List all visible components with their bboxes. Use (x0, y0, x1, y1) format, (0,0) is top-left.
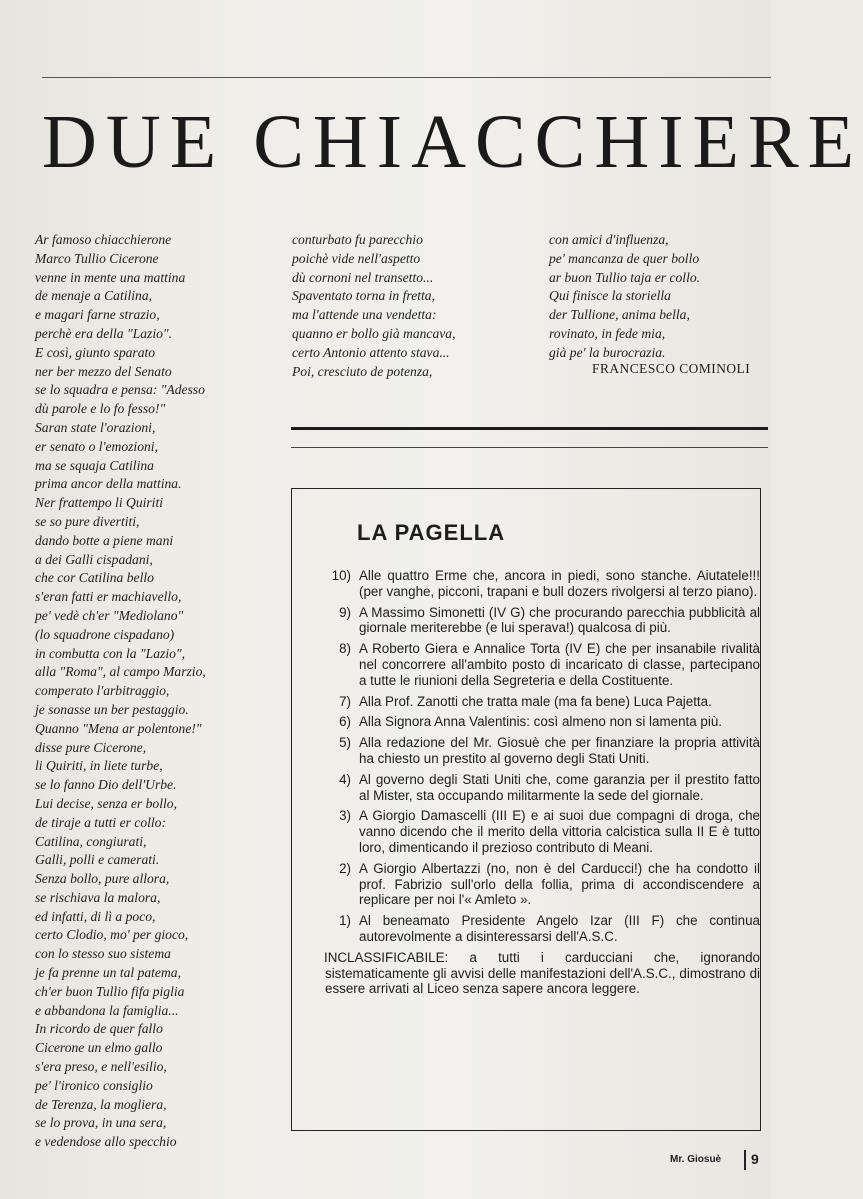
pagella-entry (300, 772, 760, 804)
section-rule-thin (291, 447, 768, 448)
poem-line: poichè vide nell'aspetto (292, 250, 421, 266)
pagella-entry-number: 8) (339, 641, 351, 657)
page-title: DUE CHIACCHIERE (42, 100, 863, 184)
poem-line: e abbandona la famiglia... (35, 1002, 179, 1018)
poem-line: Lui decise, senza er bollo, (35, 795, 177, 811)
poem-line: je fa prenne un tal patema, (35, 965, 181, 981)
poem-line: e magari farne strazio, (35, 307, 160, 323)
pagella-entry (300, 694, 760, 710)
pagella-entry-text: Alle quattro Erme che, ancora in piedi, sono stanche. Aiutatele!!! (per vanghe, picconi, trapani e bull dozers rivolgersi al terzo piano). (359, 568, 760, 599)
pagella-entry-number: 4) (339, 771, 351, 787)
poem-line: ma se squaja Catilina (35, 457, 154, 473)
poem-line: Qui finisce la storiella (549, 288, 671, 304)
poem-line: Saran state l'orazioni, (35, 419, 156, 435)
poem-line: de menaje a Catilina, (35, 288, 153, 304)
poem-line: pe' mancanza de quer bollo (549, 250, 700, 266)
poem-line: s'era preso, e nell'esilio, (35, 1059, 167, 1075)
pagella-entry-text: Al governo degli Stati Uniti che, come garanzia per il prestito fatto al Mister, sta occupando militarmente la sede del giornale. (359, 771, 760, 803)
poem-line: pe' vedè ch'er "Mediolano" (35, 607, 184, 623)
pagella-entry-number: 5) (339, 735, 351, 751)
top-rule (42, 77, 771, 78)
poem-line: in combutta con la "Lazio", (35, 645, 185, 661)
poem-line: con lo stesso suo sistema (35, 946, 171, 962)
pagella-entry-number: 3) (339, 808, 351, 824)
poem-line: se so pure divertiti, (35, 513, 140, 529)
pagella-entry-text: Alla Signora Anna Valentinis: così almeno non si lamenta più. (359, 714, 723, 730)
footer-divider (744, 1150, 746, 1170)
poem-line: ch'er buon Tullio fifa piglia (35, 983, 185, 999)
poem-line: In ricordo de quer fallo (35, 1021, 163, 1037)
pagella-title: LA PAGELLA (357, 520, 506, 545)
poem-line: Quanno "Mena ar polentone!" (35, 720, 202, 736)
poem-line: Galli, polli e camerati. (35, 852, 160, 868)
poem-line: Ner frattempo li Quiriti (35, 495, 164, 511)
poem-line: Marco Tullio Cicerone (35, 250, 159, 266)
poem-line: se rischiava la malora, (35, 889, 161, 905)
poem-line: ed infatti, di lì a poco, (35, 908, 156, 924)
poem-line: er senato o l'emozioni, (35, 438, 158, 454)
poem-line: dando botte a piene mani (35, 532, 174, 548)
pagella-list (300, 568, 760, 1002)
poem-line: de Terenza, la mogliera, (35, 1096, 167, 1112)
poem-line: se lo prova, in una sera, (35, 1115, 167, 1131)
poem-line: disse pure Cicerone, (35, 739, 147, 755)
pagella-entry (300, 913, 760, 945)
poem-line: a dei Galli cispadani, (35, 551, 153, 567)
poem-line: certo Clodio, mo' per gioco, (35, 927, 189, 943)
poem-line: se lo fanno Dio dell'Urbe. (35, 777, 177, 793)
pagella-unclassified (300, 950, 760, 997)
pagella-entry-number: 7) (339, 693, 351, 709)
poem-line: dù cornoni nel transetto... (292, 269, 434, 285)
poem-author: FRANCESCO COMINOLI (592, 361, 751, 376)
poem-line: ar buon Tullio taja er collo. (549, 269, 701, 285)
poem-column-3 (549, 231, 764, 363)
poem-line: der Tullione, anima bella, (549, 307, 690, 323)
pagella-entry-text: A Giorgio Damascelli (III E) e ai suoi due compagni di droga, che vanno dicendo che il merito della vittoria calcistica sulla II E è tutto loro, dimenticando il prezioso contributo di Meani. (359, 808, 760, 855)
poem-line: pe' l'ironico consiglio (35, 1077, 153, 1093)
pagella-entry-text: A Massimo Simonetti (IV G) che procurando parecchia pubblicità al giornale meriterebbe (e lui sperava!) qualcosa di più. (359, 604, 760, 636)
poem-line: ma l'attende una vendetta: (292, 307, 437, 323)
poem-line: e vedendose allo specchio (35, 1134, 177, 1150)
poem-line: Spaventato torna in fretta, (292, 288, 435, 304)
pagella-entry-number: 2) (339, 860, 351, 876)
poem-line: che cor Catilina bello (35, 570, 154, 586)
poem-line: certo Antonio attento stava... (292, 344, 450, 360)
poem-line: dù parole e lo fo fesso!" (35, 401, 166, 417)
poem-line: con amici d'influenza, (549, 232, 669, 247)
poem-line: (lo squadrone cispadano) (35, 626, 175, 642)
pagella-entry-text: Alla redazione del Mr. Giosuè che per finanziare la propria attività ha chiesto un prestito al governo degli Stati Uniti. (359, 735, 760, 766)
pagella-entry (300, 641, 760, 688)
poem-line: Ar famoso chiacchierone (35, 232, 172, 247)
poem-column-1 (35, 231, 290, 1152)
pagella-entry-number: 10) (331, 568, 351, 583)
poem-line: se lo squadra e pensa: "Adesso (35, 382, 205, 398)
poem-line: quanno er bollo già mancava, (292, 325, 456, 341)
poem-line: E così, giunto sparato (35, 344, 156, 360)
poem-line: je sonasse un ber pestaggio. (35, 701, 189, 717)
pagella-entry-text: Alla Prof. Zanotti che tratta male (ma fa bene) Luca Pajetta. (359, 693, 712, 709)
pagella-entry (300, 714, 760, 730)
pagella-entry (300, 808, 760, 855)
poem-line: rovinato, in fede mia, (549, 325, 666, 341)
poem-line: Cicerone un elmo gallo (35, 1040, 163, 1056)
poem-line: ner ber mezzo del Senato (35, 363, 172, 379)
poem-line: Catilina, congiurati, (35, 833, 147, 849)
poem-line: s'eran fatti er machiavello, (35, 589, 182, 605)
poem-line: già pe' la burocrazia. (549, 344, 666, 360)
pagella-unclassified-text: INCLASSIFICABILE: a tutti i carducciani che, ignorando sistematicamente gli avvisi delle manifestazioni dell'A.S.C., dimostrano di essere arrivati al Liceo senza sapere ancora leggere. (324, 949, 760, 997)
pagella-entry (300, 605, 760, 637)
poem-line: conturbato fu parecchio (292, 232, 423, 247)
footer-magazine-name: Mr. Giosuè (670, 1154, 722, 1165)
pagella-entry (300, 861, 760, 908)
pagella-entry-text: A Roberto Giera e Annalice Torta (IV E) che per insanabile rivalità nel concorrere all'ambito posto di incaricato di classe, partecipano a tutte le riunioni della Segreteria e della Costituente. (359, 641, 760, 688)
pagella-entry (300, 735, 760, 767)
pagella-entry-text: Al beneamato Presidente Angelo Izar (III F) che continua autorevolmente a disinteressarsi dell'A.S.C. (359, 913, 760, 944)
poem-line: Poi, cresciuto de potenza, (292, 363, 433, 379)
pagella-entry-number: 1) (339, 913, 351, 929)
pagella-entry-number: 9) (339, 604, 351, 620)
poem-line: Senza bollo, pure allora, (35, 871, 170, 887)
poem-line: venne in mente una mattina (35, 269, 186, 285)
poem-line: de tiraje a tutti er collo: (35, 814, 167, 830)
poem-line: alla "Roma", al campo Marzio, (35, 664, 206, 680)
pagella-entry-text: A Giorgio Albertazzi (no, non è del Carducci!) che ha condotto il prof. Fabrizio sull'orlo della follia, prima di accondiscendere a replicare per noi l'« Amleto ». (359, 860, 760, 908)
section-rule-thick (291, 427, 768, 430)
poem-line: comperato l'arbitraggio, (35, 683, 170, 699)
poem-line: li Quiriti, in liete turbe, (35, 758, 163, 774)
poem-column-2 (292, 231, 547, 381)
poem-line: perchè era della "Lazio". (35, 325, 173, 341)
poem-line: prima ancor della mattina. (35, 476, 182, 492)
pagella-entry (300, 568, 760, 600)
page-number: 9 (751, 1151, 759, 1167)
pagella-entry-number: 6) (339, 714, 351, 730)
